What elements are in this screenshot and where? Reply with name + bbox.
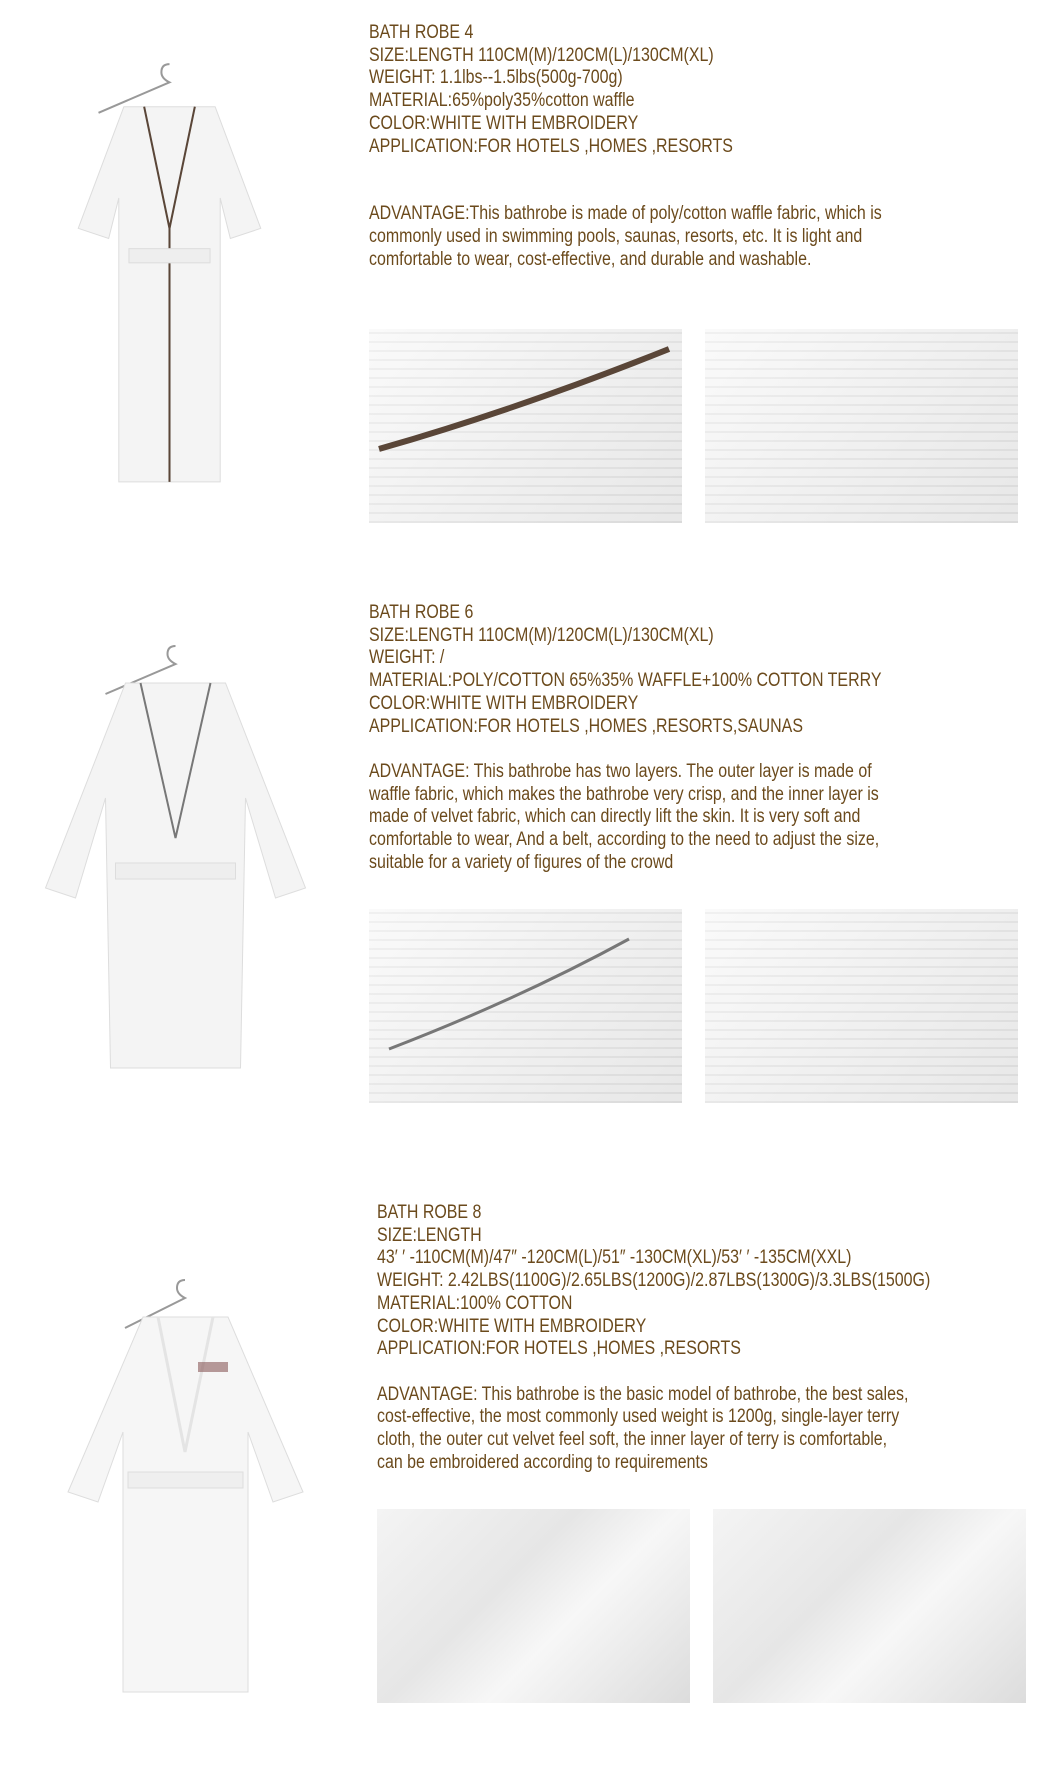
robe-6-text <box>369 602 881 874</box>
robe-6-fabric-detail-photo <box>705 909 1018 1103</box>
robe-4-fabric-detail-photo <box>705 329 1018 523</box>
advantage-line: made of velvet fabric, which can directly lift the skin. It is very soft and <box>369 806 861 828</box>
robe-8-text <box>377 1202 930 1474</box>
robe-8-cuff-detail-photo <box>377 1509 690 1703</box>
spec-line: APPLICATION:FOR HOTELS ,HOMES ,RESORTS <box>377 1338 741 1360</box>
advantage-line: ADVANTAGE:This bathrobe is made of poly/cotton waffle fabric, which is <box>369 203 882 225</box>
advantage-line: can be embroidered according to requirements <box>377 1451 708 1473</box>
product-title: BATH ROBE 4 <box>369 22 474 43</box>
advantage-line: ADVANTAGE: This bathrobe is the basic model of bathrobe, the best sales, <box>377 1383 909 1405</box>
robe-4-sleeve-detail-photo <box>369 329 682 523</box>
spec-line: WEIGHT: 1.1lbs--1.5lbs(500g-700g) <box>369 67 623 89</box>
spec-line: APPLICATION:FOR HOTELS ,HOMES ,RESORTS,SAUNAS <box>369 715 803 737</box>
spec-line: APPLICATION:FOR HOTELS ,HOMES ,RESORTS <box>369 135 733 157</box>
robe-6-photo <box>39 638 312 1078</box>
spec-line: WEIGHT: / <box>369 647 445 669</box>
spec-line: MATERIAL:65%poly35%cotton waffle <box>369 90 635 112</box>
robe-8-photo <box>62 1272 309 1702</box>
spec-line: WEIGHT: 2.42LBS(1100G)/2.65LBS(1200G)/2.87LBS(1300G)/3.3LBS(1500G) <box>377 1270 931 1292</box>
spec-line: MATERIAL:100% COTTON <box>377 1292 573 1314</box>
product-title: BATH ROBE 6 <box>369 602 474 623</box>
advantage-line: commonly used in swimming pools, saunas, resorts, etc. It is light and <box>369 225 863 247</box>
spec-line: MATERIAL:POLY/COTTON 65%35% WAFFLE+100% COTTON TERRY <box>369 670 882 692</box>
spec-line: COLOR:WHITE WITH EMBROIDERY <box>369 692 639 714</box>
spec-line: COLOR:WHITE WITH EMBROIDERY <box>377 1315 647 1337</box>
spec-line: SIZE:LENGTH 110CM(M)/120CM(L)/130CM(XL) <box>369 624 714 646</box>
advantage-line: ADVANTAGE: This bathrobe has two layers. The outer layer is made of <box>369 760 872 782</box>
advantage-line: comfortable to wear, And a belt, according to the need to adjust the size, <box>369 829 880 851</box>
advantage-line: waffle fabric, which makes the bathrobe very crisp, and the inner layer is <box>369 783 879 805</box>
robe-4-text <box>369 22 882 271</box>
advantage-line: cost-effective, the most commonly used weight is 1200g, single-layer terry <box>377 1406 900 1428</box>
robe-4-photo <box>62 56 277 492</box>
spec-line: SIZE:LENGTH <box>377 1224 482 1246</box>
spec-line: COLOR:WHITE WITH EMBROIDERY <box>369 112 639 134</box>
advantage-line: cloth, the outer cut velvet feel soft, the inner layer of terry is comfortable, <box>377 1429 888 1451</box>
advantage-line: comfortable to wear, cost-effective, and durable and washable. <box>369 248 812 270</box>
spec-line: SIZE:LENGTH 110CM(M)/120CM(L)/130CM(XL) <box>369 44 714 66</box>
robe-6-sleeve-detail-photo <box>369 909 682 1103</box>
product-title: BATH ROBE 8 <box>377 1202 482 1223</box>
robe-8-fabric-detail-photo <box>713 1509 1026 1703</box>
advantage-line: suitable for a variety of figures of the crowd <box>369 851 674 873</box>
spec-line: 43′ ′ -110CM(M)/47″ -120CM(L)/51″ -130CM(XL)/53′ ′ -135CM(XXL) <box>377 1247 852 1269</box>
